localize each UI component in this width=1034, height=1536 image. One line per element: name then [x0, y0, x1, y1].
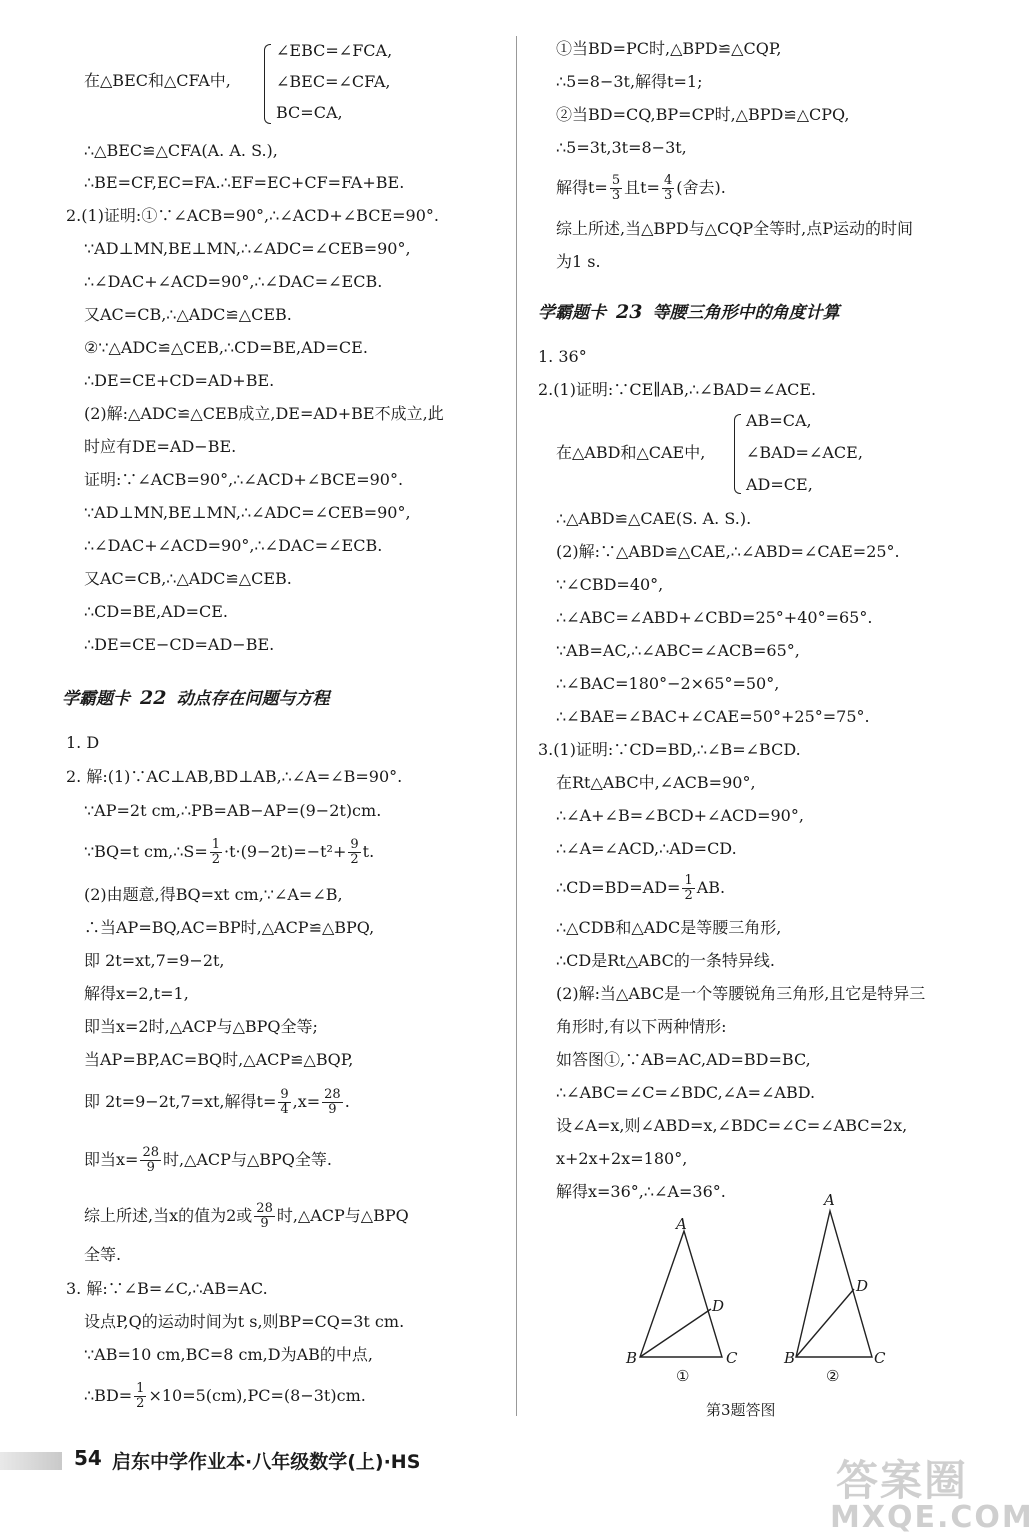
triangle-2-segment-bd: [796, 1289, 854, 1357]
figure-caption: 第3题答图: [706, 1401, 776, 1419]
text-line: 解得x=2,t=1,: [84, 984, 189, 1003]
text-line: ∵AD⊥MN,BE⊥MN,∴∠ADC=∠CEB=90°,: [84, 503, 411, 522]
watermark-url: MXQE.COM: [830, 1500, 1034, 1535]
text-line: 为1 s.: [556, 252, 601, 271]
header-label: 学霸题卡: [62, 689, 130, 709]
text-line: ②当BD=CQ,BP=CP时,△BPD≌△CPQ,: [556, 105, 850, 124]
system-line: AD=CE,: [746, 475, 813, 494]
header-title: 等腰三角形中的角度计算: [652, 303, 840, 323]
formula-line: 即 2t=9−2t,7=xt,解得t= $\frac{9}{4}$ ,x= $\frac{28}{9}$ .: [84, 1087, 350, 1117]
text-line: 1. 36°: [538, 347, 587, 366]
watermark-text: 答案圈: [836, 1456, 969, 1505]
text-line: ∴∠BAC=180°−2×65°=50°,: [556, 674, 780, 693]
text-line: 又AC=CB,∴△ADC≌△CEB.: [84, 569, 292, 588]
text-line: 设点P,Q的运动时间为t s,则BP=CQ=3t cm.: [84, 1312, 405, 1331]
text-line: 解得x=36°,∴∠A=36°.: [556, 1182, 726, 1201]
text-line: 3.(1)证明:∵CD=BD,∴∠B=∠BCD.: [538, 740, 801, 759]
text-line: ∴∠ABC=∠ABD+∠CBD=25°+40°=65°.: [556, 608, 873, 627]
footer-bar: [0, 1452, 62, 1470]
text-line: (2)解:当△ABC是一个等腰锐角三角形,且它是特异三: [556, 984, 926, 1003]
system-line: ∠EBC=∠FCA,: [276, 41, 393, 60]
header-label: 学霸题卡: [538, 303, 606, 323]
text-line: 即 2t=xt,7=9−2t,: [84, 951, 225, 970]
text-line: ∴∠DAC+∠ACD=90°,∴∠DAC=∠ECB.: [84, 272, 383, 291]
text-line: ∵AB=AC,∴∠ABC=∠ACB=65°,: [556, 641, 800, 660]
header-title: 动点存在问题与方程: [176, 689, 330, 709]
figure-tag: ①: [676, 1367, 690, 1385]
vertex-label: C: [726, 1349, 738, 1367]
text-line: ∴△BEC≌△CFA(A. A. S.),: [84, 141, 278, 160]
book-title: 启东中学作业本·八年级数学(上)·HS: [112, 1451, 421, 1473]
text-line: 证明:∵∠ACB=90°,∴∠ACD+∠BCE=90°.: [84, 470, 404, 489]
brace-symbol: [264, 44, 271, 124]
text-line: 即当x=2时,△ACP与△BPQ全等;: [84, 1017, 318, 1036]
text-line: 时应有DE=AD−BE.: [84, 437, 237, 456]
text-line: 3. 解:∵∠B=∠C,∴AB=AC.: [66, 1279, 268, 1298]
text-line: 2. 解:(1)∵AC⊥AB,BD⊥AB,∴∠A=∠B=90°.: [66, 767, 403, 786]
text-line: 设∠A=x,则∠ABD=x,∠BDC=∠C=∠ABC=2x,: [556, 1116, 908, 1135]
triangle-figure: [600, 1185, 900, 1425]
formula-line: 综上所述,当x的值为2或 $\frac{28}{9}$ 时,△ACP与△BPQ: [84, 1201, 409, 1231]
text-line: ∴当AP=BQ,AC=BP时,△ACP≌△BPQ,: [84, 918, 375, 937]
text-line: 在Rt△ABC中,∠ACB=90°,: [556, 773, 756, 792]
text-line: ∴5=8−3t,解得t=1;: [556, 72, 703, 91]
text-line: 角形时,有以下两种情形:: [556, 1017, 727, 1036]
text-line: ∴CD=BE,AD=CE.: [84, 602, 228, 621]
text-line: 综上所述,当△BPD与△CQP全等时,点P运动的时间: [556, 219, 914, 238]
text-line: ∵AD⊥MN,BE⊥MN,∴∠ADC=∠CEB=90°,: [84, 239, 411, 258]
system-line: ∠BAD=∠ACE,: [746, 443, 863, 462]
text-line: 1. D: [66, 733, 100, 752]
text-line: ∴∠DAC+∠ACD=90°,∴∠DAC=∠ECB.: [84, 536, 383, 555]
header-number: 22: [140, 687, 167, 709]
text-line: 又AC=CB,∴△ADC≌△CEB.: [84, 305, 292, 324]
text-line: (2)解:△ADC≌△CEB成立,DE=AD+BE不成立,此: [84, 404, 444, 423]
text-line: ∵∠CBD=40°,: [556, 575, 664, 594]
text-line: ∴CD是Rt△ABC的一条特异线.: [556, 951, 775, 970]
formula-line: 即当x= $\frac{28}{9}$ 时,△ACP与△BPQ全等.: [84, 1145, 332, 1175]
formula-line: ∵BQ=t cm,∴S= $\frac{1}{2}$ ·t·(9−2t)=−t²+ $\frac{9}{2}$ t.: [84, 837, 375, 867]
figure-tag: ②: [826, 1367, 840, 1385]
header-number: 23: [616, 301, 643, 323]
text-line: ∴∠ABC=∠C=∠BDC,∠A=∠ABD.: [556, 1083, 816, 1102]
vertex-label: D: [712, 1297, 725, 1315]
vertex-label: B: [626, 1349, 638, 1367]
formula-line: ∴BD= $\frac{1}{2}$ ×10=5(cm),PC=(8−3t)cm.: [84, 1381, 366, 1411]
text-line: ①当BD=PC时,△BPD≌△CQP,: [556, 39, 782, 58]
vertex-label: A: [824, 1191, 835, 1209]
formula-line: ∴CD=BD=AD= $\frac{1}{2}$ AB.: [556, 873, 726, 903]
vertex-label: C: [874, 1349, 886, 1367]
system-of-equations: [84, 38, 393, 128]
text-line: x+2x+2x=180°,: [556, 1149, 688, 1168]
page-number: 54: [74, 1446, 102, 1470]
text-line: 全等.: [84, 1245, 122, 1264]
text-line: 2.(1)证明:∵CE∥AB,∴∠BAD=∠ACE.: [538, 380, 817, 399]
text-line: ∴△CDB和△ADC是等腰三角形,: [556, 918, 782, 937]
watermark-logo: [830, 1448, 1034, 1536]
text-line: 当AP=BP,AC=BQ时,△ACP≌△BQP,: [84, 1050, 354, 1069]
text-line: ∴BE=CF,EC=FA.∴EF=EC+CF=FA+BE.: [84, 173, 405, 192]
text-line: ∴5=3t,3t=8−3t,: [556, 138, 687, 157]
vertex-label: B: [784, 1349, 796, 1367]
system-line: AB=CA,: [746, 411, 812, 430]
text-line: ∴∠A=∠ACD,∴AD=CD.: [556, 839, 737, 858]
triangle-diagram: [600, 1185, 900, 1385]
text-line: ∵AB=10 cm,BC=8 cm,D为AB的中点,: [84, 1345, 373, 1364]
text-line: ∴∠BAE=∠BAC+∠CAE=50°+25°=75°.: [556, 707, 870, 726]
text-line: (2)解:∵△ABD≌△CAE,∴∠ABD=∠CAE=25°.: [556, 542, 900, 561]
text-line: ∴△ABD≌△CAE(S. A. S.).: [556, 509, 752, 528]
formula-line: 解得t= $\frac{5}{3}$ 且t= $\frac{4}{3}$ (舍去).: [556, 173, 726, 203]
vertex-label: D: [856, 1277, 869, 1295]
text-line: 2.(1)证明:①∵∠ACB=90°,∴∠ACD+∠BCE=90°.: [66, 206, 439, 225]
column-divider: [516, 36, 517, 1416]
section-header-22: [62, 684, 329, 709]
text-line: ∴∠A+∠B=∠BCD+∠ACD=90°,: [556, 806, 804, 825]
section-header-23: [538, 298, 839, 323]
vertex-label: A: [676, 1215, 687, 1233]
triangle-1-segment-bd: [640, 1309, 711, 1357]
text-line: 如答图①,∵AB=AC,AD=BD=BC,: [556, 1050, 811, 1069]
text-line: ②∵△ADC≌△CEB,∴CD=BE,AD=CE.: [84, 338, 368, 357]
system-of-equations: [556, 408, 896, 498]
system-line: ∠BEC=∠CFA,: [276, 72, 391, 91]
brace-symbol: [734, 414, 741, 494]
system-line: BC=CA,: [276, 103, 343, 122]
text-line: ∴DE=CE+CD=AD+BE.: [84, 371, 275, 390]
system-prefix: 在△ABD和△CAE中,: [556, 443, 706, 462]
triangle-1-outline: [640, 1231, 725, 1357]
system-prefix: 在△BEC和△CFA中,: [84, 71, 231, 90]
text-line: (2)由题意,得BQ=xt cm,∵∠A=∠B,: [84, 885, 343, 904]
text-line: ∵AP=2t cm,∴PB=AB−AP=(9−2t)cm.: [84, 801, 382, 820]
text-line: ∴DE=CE−CD=AD−BE.: [84, 635, 275, 654]
